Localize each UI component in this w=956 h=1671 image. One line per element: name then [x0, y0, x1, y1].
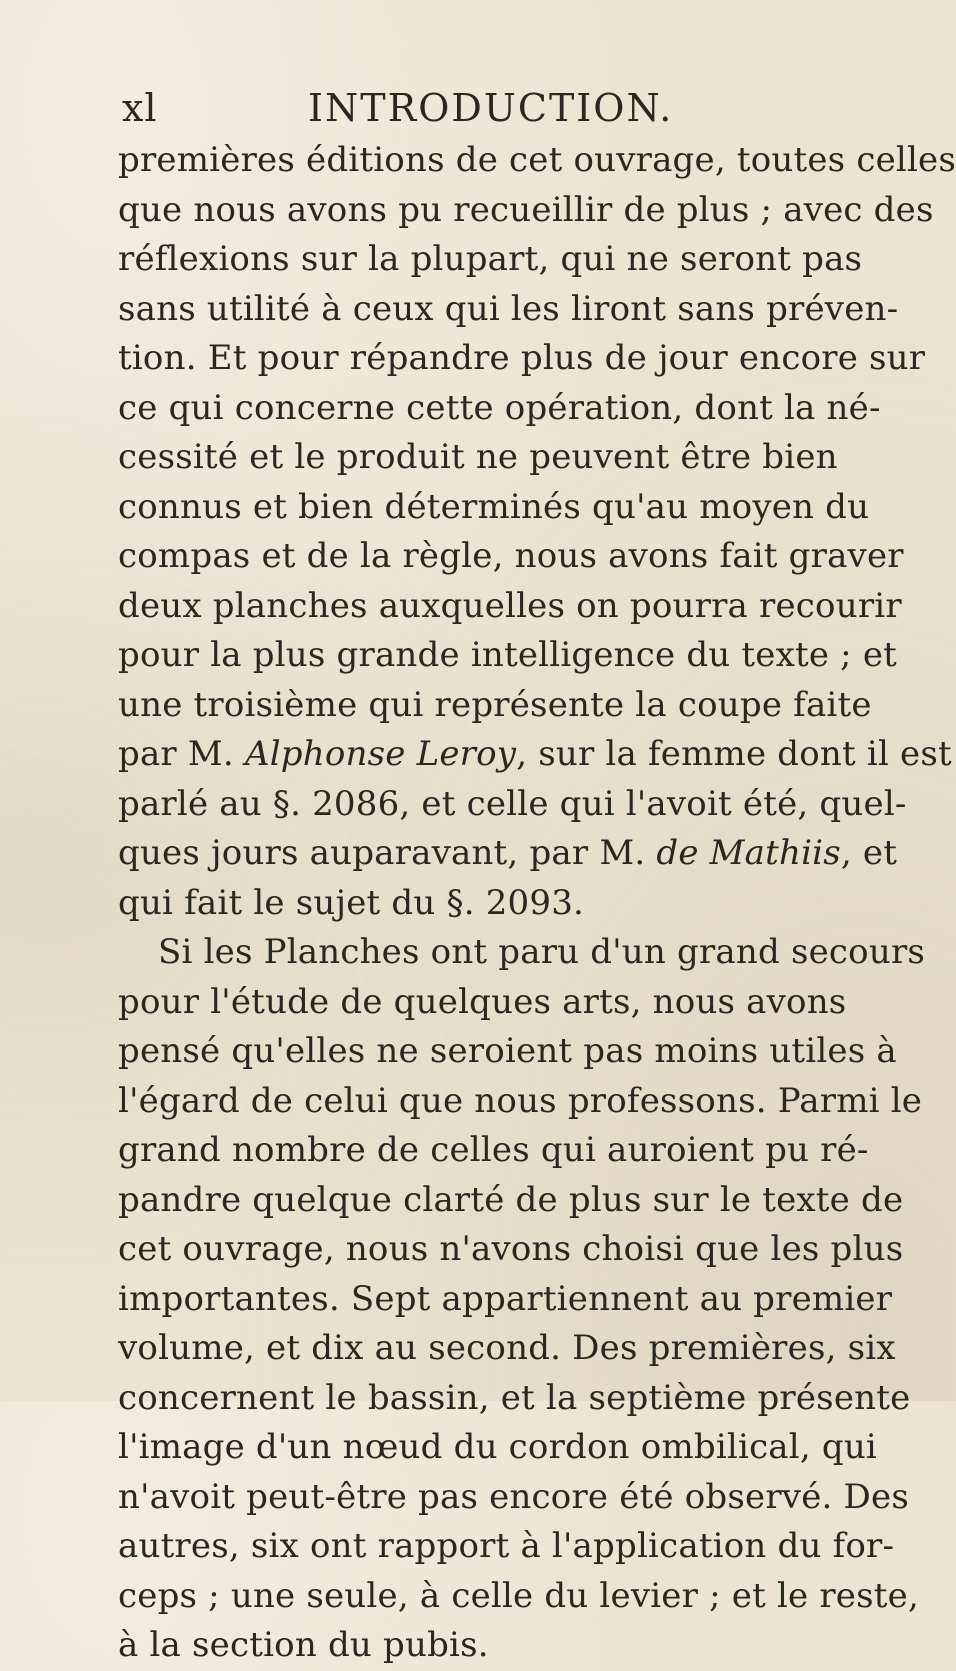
text-line: compas et de la règle, nous avons fait graver	[118, 536, 904, 576]
text-line: connus et bien déterminés qu'au moyen du	[118, 486, 870, 527]
italic-name: de Mathiis	[656, 833, 841, 873]
text-line: cessité et le produit ne peuvent être bien	[118, 437, 838, 477]
text-line: volume, et dix au second. Des premières, six	[118, 1328, 896, 1368]
text-line: réflexions sur la plupart, qui ne seront pas	[118, 239, 863, 279]
text-line: autres, six ont rapport à l'application du for-	[118, 1526, 895, 1566]
text-line: que nous avons pu recueillir de plus ; avec des	[118, 189, 934, 230]
text-line: concernent le bassin, et la septième présente	[118, 1377, 911, 1418]
text-line: parlé au §. 2086, et celle qui l'avoit été, quel-	[118, 783, 907, 824]
text-line: ce qui concerne cette opération, dont la né-	[118, 387, 881, 428]
text-line: pour l'étude de quelques arts, nous avons	[118, 981, 847, 1022]
text-line: ceps ; une seule, à celle du levier ; et le reste,	[118, 1575, 919, 1616]
text-line: tion. Et pour répandre plus de jour encore sur	[118, 338, 926, 378]
text-line: importantes. Sept appartiennent au premier	[118, 1278, 893, 1319]
page-number: xl	[122, 86, 158, 130]
text-line: pour la plus grande intelligence du texte ; et	[118, 635, 898, 675]
text-line: grand nombre de celles qui auroient pu ré-	[118, 1130, 869, 1170]
text-line	[118, 730, 952, 780]
page-header	[118, 86, 768, 138]
text-line: pandre quelque clarté de plus sur le texte de	[118, 1179, 904, 1220]
text-line: premières éditions de cet ouvrage, toutes celles	[118, 140, 956, 180]
paragraph-end-line: à la section du pubis.	[118, 1625, 489, 1665]
text-line: l'image d'un nœud du cordon ombilical, qui	[118, 1427, 878, 1467]
paragraph-start-line: Si les Planches ont paru d'un grand secours	[158, 932, 926, 972]
text-line: cet ouvrage, nous n'avons choisi que les plus	[118, 1229, 904, 1269]
text-line: une troisième qui représente la coupe faite	[118, 684, 872, 725]
body-text	[118, 136, 956, 1671]
text-line: pensé qu'elles ne seroient pas moins utiles à	[118, 1031, 897, 1071]
text-line: sans utilité à ceux qui les liront sans préven-	[118, 288, 899, 329]
text-fragment: , sur la femme dont il est	[516, 734, 952, 774]
text-line	[118, 829, 898, 879]
running-title: INTRODUCTION.	[308, 86, 674, 130]
italic-name: Alphonse Leroy	[244, 734, 517, 774]
text-line: n'avoit peut-être pas encore été observé. Des	[118, 1476, 909, 1517]
text-line: l'égard de celui que nous professons. Parmi le	[118, 1080, 923, 1121]
text-line: deux planches auxquelles on pourra recourir	[118, 585, 902, 626]
text-fragment: par M.	[118, 734, 245, 774]
paragraph-end-line: qui fait le sujet du §. 2093.	[118, 882, 585, 923]
text-fragment: , et	[840, 833, 898, 873]
text-fragment: ques jours auparavant, par M.	[118, 833, 657, 873]
